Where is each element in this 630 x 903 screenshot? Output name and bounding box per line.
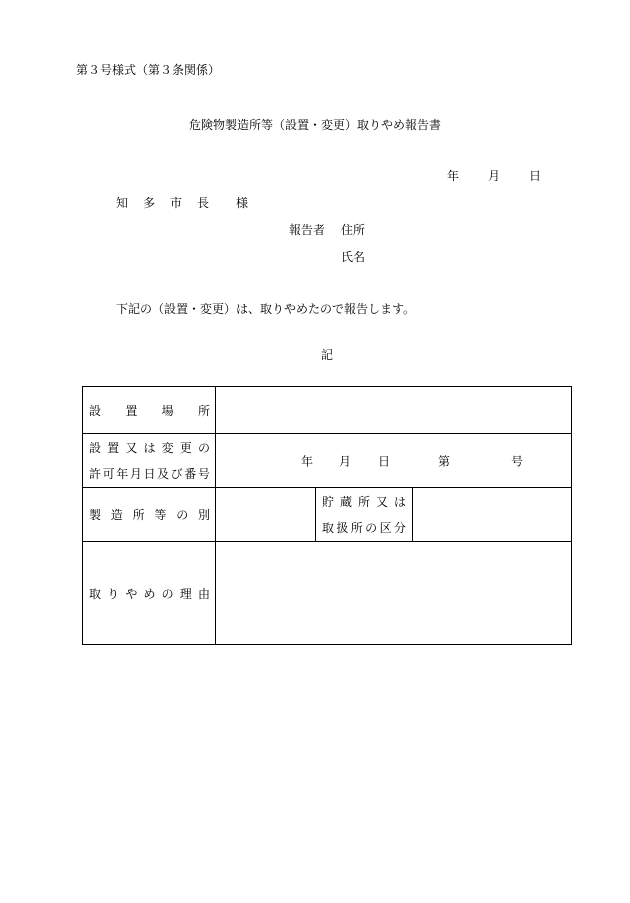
reason-value-cell[interactable] xyxy=(216,542,572,645)
date-year-label: 年 xyxy=(447,169,460,183)
reporter-label: 報告者 xyxy=(289,223,326,237)
label-char: 日 xyxy=(143,466,156,481)
label-char: 分 xyxy=(393,520,406,535)
label-char: 置 xyxy=(125,403,138,418)
label-char: り xyxy=(107,586,120,601)
label-char: 製 xyxy=(89,508,102,522)
location-label xyxy=(89,402,210,419)
addressee-name: 知多市長 xyxy=(116,196,225,210)
facility-type-value-cell[interactable] xyxy=(216,488,316,542)
label-char: 扱 xyxy=(336,520,349,535)
permit-label-cell xyxy=(83,434,216,488)
location-value-cell[interactable] xyxy=(216,387,572,434)
label-char: は xyxy=(393,494,406,509)
table-row xyxy=(83,434,572,488)
report-form-table xyxy=(82,386,572,645)
label-char: の xyxy=(197,440,210,455)
label-char: び xyxy=(170,466,183,481)
table-row xyxy=(83,542,572,645)
label-char: 理 xyxy=(179,586,192,601)
label-char: 設 xyxy=(89,440,102,455)
facility-type-label-cell xyxy=(83,488,216,542)
label-char: 取 xyxy=(89,586,102,601)
label-char: 蔵 xyxy=(339,494,352,509)
label-char: 所 xyxy=(357,494,370,509)
label-char: や xyxy=(125,586,138,601)
label-char: 所 xyxy=(350,520,363,535)
ki-heading: 記 xyxy=(321,348,334,362)
label-char: 別 xyxy=(197,508,210,522)
location-label-cell xyxy=(83,387,216,434)
label-char: 番 xyxy=(184,466,197,481)
label-char: 所 xyxy=(197,403,210,418)
label-char: め xyxy=(143,586,156,601)
label-char: 又 xyxy=(125,440,138,455)
facility-type-label xyxy=(89,506,210,523)
permit-month-label: 月 xyxy=(339,454,352,468)
label-char: 及 xyxy=(157,466,170,481)
label-char: 設 xyxy=(89,403,102,418)
permit-value-cell[interactable] xyxy=(216,434,572,488)
table-row xyxy=(83,387,572,434)
form-number: 第３号様式（第３条関係） xyxy=(76,63,221,77)
label-char: 月 xyxy=(129,466,142,481)
permit-label-line2 xyxy=(89,461,210,487)
document-title: 危険物製造所等（設置・変更）取りやめ報告書 xyxy=(188,118,441,132)
table-row xyxy=(83,488,572,542)
label-char: 貯 xyxy=(322,494,335,509)
label-char: 造 xyxy=(110,508,123,522)
reporter-address-label: 住所 xyxy=(341,223,366,237)
label-char: 取 xyxy=(322,520,335,535)
label-char: の xyxy=(176,508,189,522)
reason-label-cell xyxy=(83,542,216,645)
division-label-cell xyxy=(316,488,413,542)
label-char: 可 xyxy=(102,466,115,481)
division-label-line2 xyxy=(316,515,406,541)
label-char: の xyxy=(161,586,174,601)
permit-label-line1 xyxy=(89,435,210,461)
permit-dai-label: 第 xyxy=(438,454,451,468)
division-value-cell[interactable] xyxy=(413,488,572,542)
addressee-honorific: 様 xyxy=(236,196,249,210)
label-char: の xyxy=(365,520,378,535)
label-char: 又 xyxy=(375,494,388,509)
reporter-name-label: 氏名 xyxy=(341,250,366,264)
label-char: 所 xyxy=(132,508,145,522)
label-char: 等 xyxy=(154,508,167,522)
label-char: 号 xyxy=(197,466,210,481)
label-char: 置 xyxy=(107,440,120,455)
permit-go-label: 号 xyxy=(511,454,524,468)
reason-label xyxy=(89,585,210,602)
permit-year-label: 年 xyxy=(301,454,314,468)
label-char: 年 xyxy=(116,466,129,481)
date-month-label: 月 xyxy=(488,169,501,183)
label-char: は xyxy=(143,440,156,455)
division-label-line1 xyxy=(316,489,406,515)
label-char: 変 xyxy=(161,440,174,455)
label-char: 許 xyxy=(89,466,102,481)
label-char: 場 xyxy=(161,403,174,418)
label-char: 由 xyxy=(197,586,210,601)
label-char: 区 xyxy=(379,520,392,535)
date-day-label: 日 xyxy=(529,169,542,183)
label-char: 更 xyxy=(179,440,192,455)
permit-day-label: 日 xyxy=(378,454,391,468)
statement-text: 下記の（設置・変更）は、取りやめたので報告します。 xyxy=(116,302,416,316)
